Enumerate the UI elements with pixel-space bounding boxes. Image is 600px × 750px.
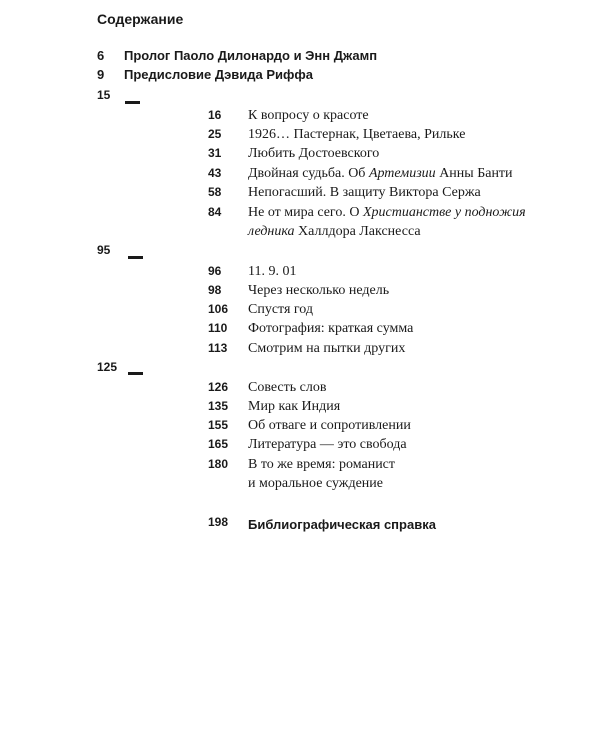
toc-title: Не от мира сего. О Христианстве у подножия	[248, 205, 526, 220]
page-number: 126	[208, 380, 229, 394]
page-number: 58	[208, 185, 222, 199]
toc-title: Совесть слов	[248, 380, 327, 395]
page-number: 106	[208, 302, 229, 316]
toc-title: В то же время: романист	[248, 457, 396, 472]
toc-title-continued: и моральное суждение	[248, 476, 383, 491]
toc-title: Любить Достоевского	[248, 146, 380, 161]
page-number: 113	[208, 341, 228, 355]
page-number: 6	[97, 48, 105, 63]
toc-title: Пролог Паоло Дилонардо и Энн Джамп	[124, 48, 378, 63]
part-divider	[128, 256, 143, 259]
toc-title: Литература — это свобода	[248, 437, 407, 452]
page-number: 16	[208, 108, 222, 122]
part-divider	[128, 372, 143, 375]
page-number: 43	[208, 166, 222, 180]
page-number: 9	[97, 67, 105, 82]
toc-title: Библиографическая справка	[248, 517, 436, 532]
contents-title: Содержание	[97, 11, 184, 27]
toc-title: Спустя год	[248, 302, 314, 317]
page-number: 135	[208, 399, 229, 413]
page-number: 180	[208, 457, 229, 471]
part-divider	[125, 101, 140, 104]
part-2-page: 95	[97, 243, 111, 257]
page-number: 84	[208, 205, 222, 219]
toc-title: Предисловие Дэвида Риффа	[124, 67, 314, 82]
part-3-page: 125	[97, 360, 118, 374]
toc-title: 1926… Пастернак, Цветаева, Рильке	[248, 127, 466, 142]
toc-title: Двойная судьба. Об Артемизии Анны Банти	[248, 166, 513, 181]
toc-title: Непогасший. В защиту Виктора Сержа	[248, 185, 481, 200]
toc-title: Через несколько недель	[248, 283, 390, 298]
toc-title: Об отваге и сопротивлении	[248, 418, 411, 433]
page-number: 110	[208, 321, 228, 335]
page-number: 165	[208, 437, 229, 451]
part-1-page: 15	[97, 88, 111, 102]
toc-title: 11. 9. 01	[248, 264, 297, 279]
page-number: 155	[208, 418, 229, 432]
page-number: 25	[208, 127, 222, 141]
toc-title: Смотрим на пытки других	[248, 341, 406, 356]
page-number: 198	[208, 515, 229, 529]
toc-title: К вопросу о красоте	[248, 108, 369, 123]
page-number: 98	[208, 283, 222, 297]
toc-title-continued: ледника Халлдора Лакснесса	[248, 224, 421, 239]
toc-title: Фотография: краткая сумма	[248, 321, 414, 336]
page-number: 96	[208, 264, 222, 278]
toc-title: Мир как Индия	[248, 399, 341, 414]
page-number: 31	[208, 146, 222, 160]
